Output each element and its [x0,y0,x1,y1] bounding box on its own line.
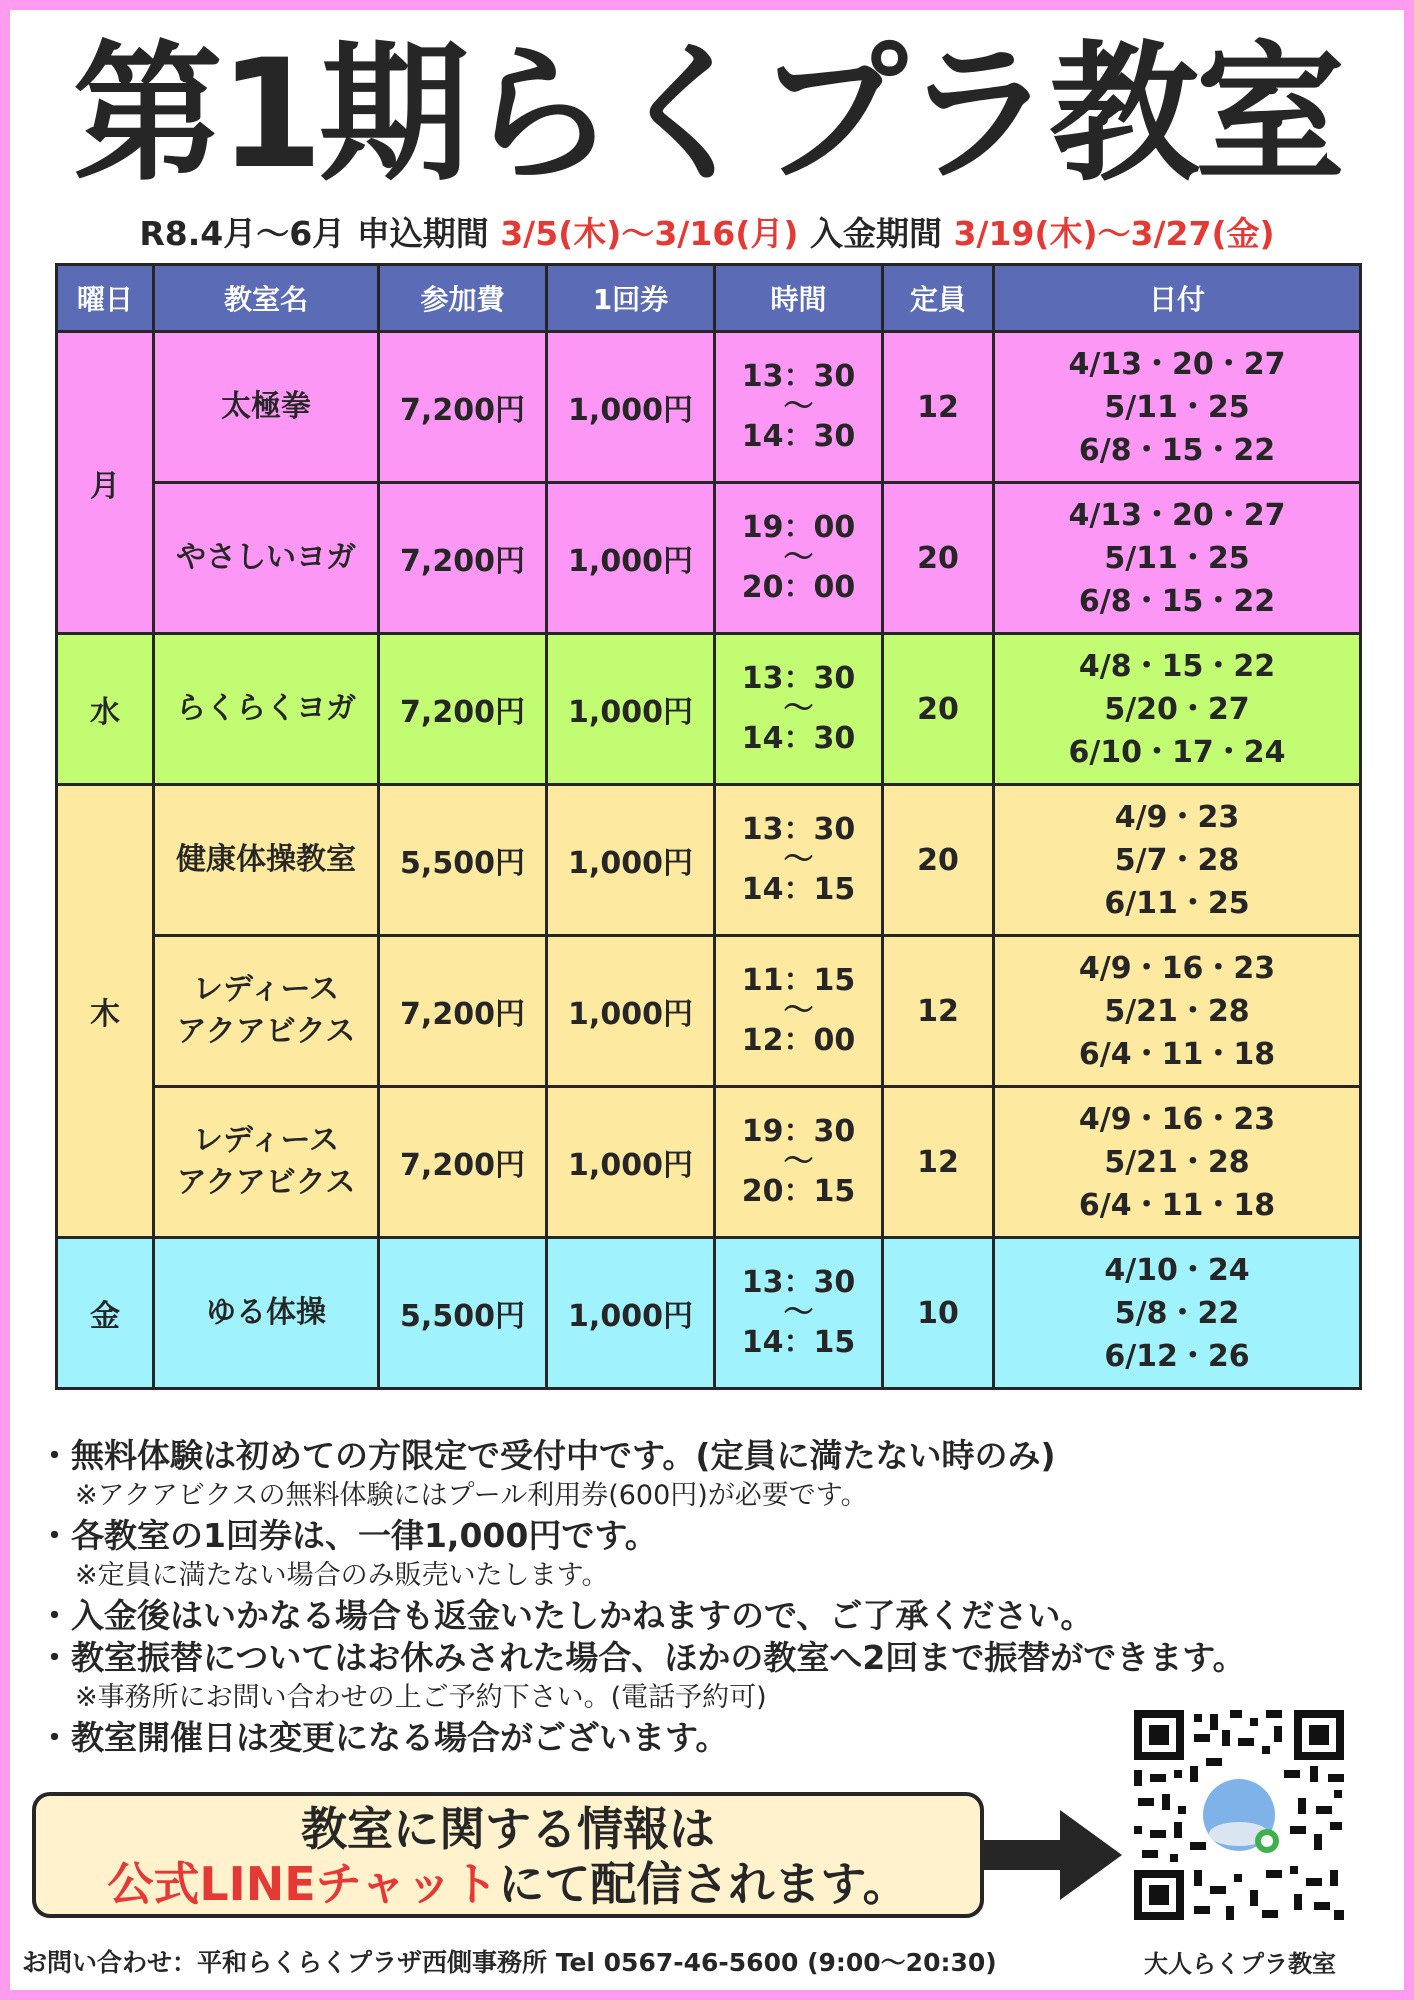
date-line: 6/4・11・18 [1078,1187,1276,1223]
time-end: 20：15 [741,1174,856,1209]
class-name-line1: レディース [192,1123,340,1158]
fee: 7,200円 [379,634,547,785]
time-sep: ～ [783,1144,814,1179]
info-line2 [36,1856,980,1912]
date-line: 6/11・25 [1104,885,1250,921]
table-row [57,1238,1361,1389]
day-cell-friday: 金 [57,1238,154,1389]
ticket: 1,000円 [547,634,715,785]
header-time: 時間 [715,265,883,332]
date-line: 5/20・27 [1104,691,1250,727]
payment-label: 入金期間 [809,214,942,253]
time-start: 13：30 [741,661,856,696]
time-start: 13：30 [741,812,856,847]
class-name: らくらくヨガ [154,634,379,785]
arrow-right-icon [982,1810,1122,1900]
page [10,10,1404,1990]
class-name-line2: アクアビクス [176,1165,356,1200]
class-name [154,936,379,1087]
header-fee: 参加費 [379,265,547,332]
payment-dates: 3/19(木)～3/27(金) [953,214,1275,253]
line-info-box [32,1792,984,1918]
capacity: 20 [883,634,994,785]
time-sep: ～ [783,540,814,575]
time-end: 14：30 [741,419,856,454]
class-name: やさしいヨガ [154,483,379,634]
time-sep: ～ [783,691,814,726]
note-ticket-sub: ※定員に満たない場合のみ販売いたします。 [75,1560,609,1591]
table-row [57,634,1361,785]
time-sep: ～ [783,842,814,877]
capacity: 12 [883,1087,994,1238]
info-line-chat: 公式LINEチャット [107,1857,499,1911]
time-start: 19：30 [741,1114,856,1149]
time-end: 12：00 [741,1023,856,1058]
time-start: 13：30 [741,359,856,394]
class-name-line2: アクアビクス [176,1014,356,1049]
time-end: 14：15 [741,1325,856,1360]
date-line: 4/9・16・23 [1078,950,1276,986]
ticket: 1,000円 [547,1238,715,1389]
time [715,1238,883,1389]
note-date-change: ・教室開催日は変更になる場合がございます。 [38,1718,729,1757]
fee: 7,200円 [379,483,547,634]
time-end: 20：00 [741,570,856,605]
date-line: 4/13・20・27 [1068,346,1286,382]
fee: 7,200円 [379,1087,547,1238]
dates [994,936,1361,1087]
class-name: ゆる体操 [154,1238,379,1389]
period-line [10,208,1404,255]
time [715,634,883,785]
date-line: 6/12・26 [1104,1338,1250,1374]
ticket: 1,000円 [547,483,715,634]
date-line: 5/21・28 [1104,1144,1250,1180]
qr-code-icon[interactable] [1134,1710,1344,1920]
header-row [57,265,1361,332]
time-sep: ～ [783,389,814,424]
date-line: 4/8・15・22 [1078,648,1276,684]
header-dates: 日付 [994,265,1361,332]
info-line2-rest: にて配信されます。 [498,1857,909,1911]
time-end: 14：15 [741,872,856,907]
class-name: 健康体操教室 [154,785,379,936]
dates [994,1238,1361,1389]
fee: 7,200円 [379,332,547,483]
day-cell-wednesday: 水 [57,634,154,785]
page-title: 第1期らくプラ教室 [72,28,1342,202]
ticket: 1,000円 [547,785,715,936]
capacity: 12 [883,332,994,483]
class-name: 太極拳 [154,332,379,483]
date-line: 5/11・25 [1104,389,1250,425]
class-name-line1: レディース [192,972,340,1007]
note-no-refund: ・入金後はいかなる場合も返金いたしかねますので、ご了承ください。 [38,1596,1094,1635]
day-cell-thursday: 木 [57,785,154,1238]
date-line: 4/13・20・27 [1068,497,1286,533]
time [715,936,883,1087]
date-line: 4/9・16・23 [1078,1101,1276,1137]
schedule-table [55,263,1362,1390]
time [715,332,883,483]
dates [994,332,1361,483]
date-line: 4/10・24 [1104,1252,1250,1288]
date-line: 6/8・15・22 [1078,583,1276,619]
note-transfer: ・教室振替についてはお休みされた場合、ほかの教室へ2回まで振替ができます。 [38,1638,1246,1677]
time-start: 11：15 [741,963,856,998]
time [715,483,883,634]
date-line: 6/8・15・22 [1078,432,1276,468]
ticket: 1,000円 [547,936,715,1087]
header-ticket: 1回券 [547,265,715,332]
contact-info: お問い合わせ：平和らくらくプラザ西側事務所 Tel 0567-46-5600 (9:00～20:30) [22,1948,997,1977]
date-line: 6/4・11・18 [1078,1036,1276,1072]
qr-label: 大人らくプラ教室 [1144,1950,1336,1978]
fee: 5,500円 [379,785,547,936]
header-class-name: 教室名 [154,265,379,332]
date-line: 6/10・17・24 [1068,734,1286,770]
fee: 5,500円 [379,1238,547,1389]
ticket: 1,000円 [547,332,715,483]
capacity: 10 [883,1238,994,1389]
capacity: 12 [883,936,994,1087]
note-transfer-sub: ※事務所にお問い合わせの上ご予約下さい。(電話予約可) [75,1682,767,1713]
table-row [57,936,1361,1087]
apply-dates: 3/5(木)～3/16(月) [500,214,799,253]
header-capacity: 定員 [883,265,994,332]
apply-label: 申込期間 [356,214,489,253]
note-free-trial-sub: ※アクアビクスの無料体験にはプール利用券(600円)が必要です。 [75,1480,868,1511]
date-line: 5/11・25 [1104,540,1250,576]
note-ticket: ・各教室の1回券は、一律1,000円です。 [38,1516,658,1555]
table-row [57,1087,1361,1238]
date-line: 5/7・28 [1114,842,1240,878]
dates [994,634,1361,785]
capacity: 20 [883,785,994,936]
term: R8.4月～6月 [139,214,346,253]
note-free-trial: ・無料体験は初めての方限定で受付中です。(定員に満たない時のみ) [38,1436,1056,1475]
class-name [154,1087,379,1238]
fee: 7,200円 [379,936,547,1087]
date-line: 5/8・22 [1114,1295,1240,1331]
dates [994,483,1361,634]
time-start: 19：00 [741,510,856,545]
time-sep: ～ [783,993,814,1028]
time-sep: ～ [783,1295,814,1330]
capacity: 20 [883,483,994,634]
time [715,1087,883,1238]
date-line: 4/9・23 [1114,799,1240,835]
table-row [57,483,1361,634]
time [715,785,883,936]
table-row [57,332,1361,483]
info-line1: 教室に関する情報は [301,1802,715,1856]
ticket: 1,000円 [547,1087,715,1238]
time-end: 14：30 [741,721,856,756]
time-start: 13：30 [741,1265,856,1300]
dates [994,785,1361,936]
day-cell-monday: 月 [57,332,154,634]
date-line: 5/21・28 [1104,993,1250,1029]
table-row [57,785,1361,936]
dates [994,1087,1361,1238]
header-day: 曜日 [57,265,154,332]
